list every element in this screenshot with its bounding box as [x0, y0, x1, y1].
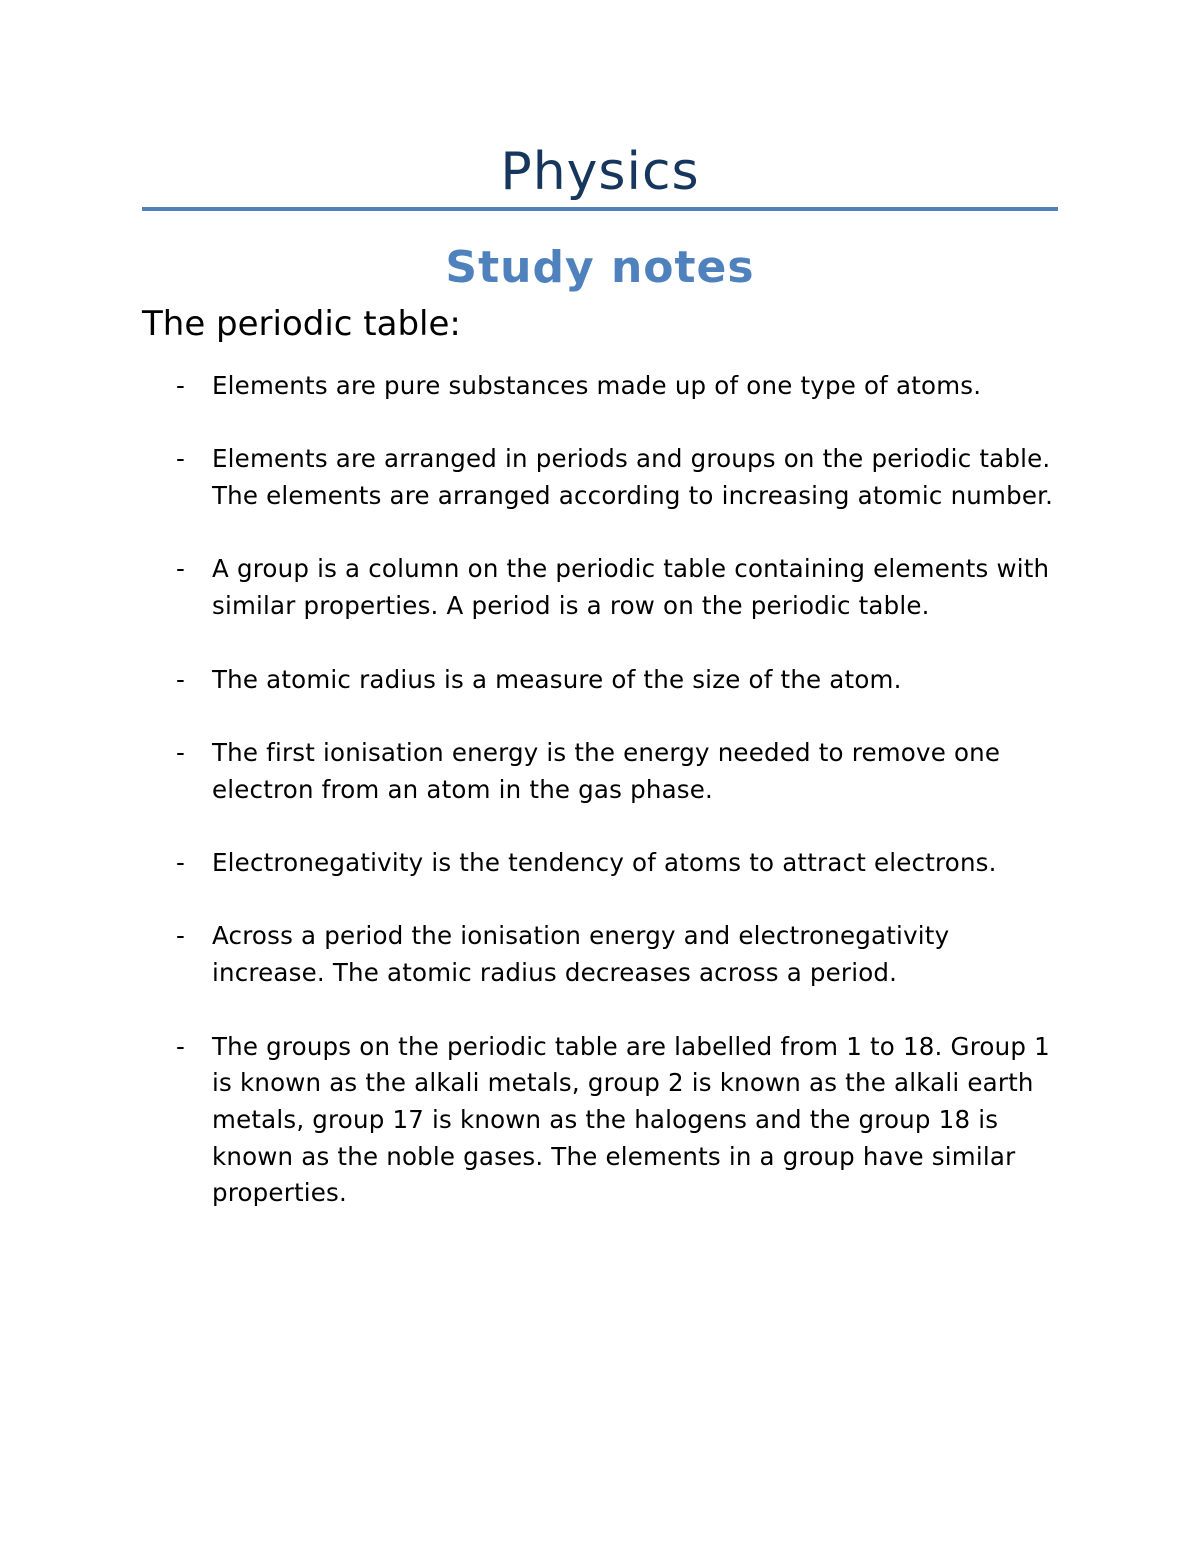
bullet-text: Across a period the ionisation energy and electronegativity increase. The atomic radius decreases across a period.: [212, 921, 950, 988]
list-item: [142, 662, 1062, 699]
list-item: [142, 441, 1062, 514]
bullet-text: The first ionisation energy is the energy needed to remove one electron from an atom in the gas phase.: [212, 737, 1001, 804]
bullet-dash: -: [176, 664, 186, 694]
section-heading: The periodic table:: [142, 304, 461, 344]
bullet-dash: -: [176, 371, 186, 400]
bullet-dash: -: [176, 554, 186, 584]
bullet-list: [142, 368, 1062, 1249]
bullet-dash: -: [176, 921, 186, 951]
bullet-text: Elements are arranged in periods and groups on the periodic table. The elements are arranged according to increasing atomic number.: [212, 444, 1054, 511]
bullet-text: Electronegativity is the tendency of atoms to attract electrons.: [212, 848, 997, 878]
bullet-dash: -: [176, 444, 186, 474]
list-item: [142, 551, 1062, 624]
list-item: [142, 1029, 1062, 1213]
bullet-dash: -: [176, 737, 186, 767]
page-subtitle: Study notes: [445, 242, 755, 293]
list-item: [142, 918, 1062, 991]
list-item: [142, 368, 1062, 405]
list-item: [142, 845, 1062, 882]
page-title: Physics: [500, 142, 700, 202]
bullet-text: Elements are pure substances made up of one type of atoms.: [212, 371, 982, 400]
bullet-text: The groups on the periodic table are labelled from 1 to 18. Group 1 is known as the alkali metals, group 2 is known as the alkali earth metals, group 17 is known as the halogens and the group 18 is known as the noble gases. The elements in a group have similar properties.: [212, 1031, 1050, 1208]
bullet-dash: -: [176, 1031, 186, 1061]
bullet-dash: -: [176, 848, 186, 878]
list-item: [142, 735, 1062, 808]
bullet-text: A group is a column on the periodic table containing elements with similar properties. A period is a row on the periodic table.: [212, 554, 1050, 621]
bullet-text: The atomic radius is a measure of the size of the atom.: [212, 664, 902, 694]
title-underline: [142, 207, 1058, 211]
